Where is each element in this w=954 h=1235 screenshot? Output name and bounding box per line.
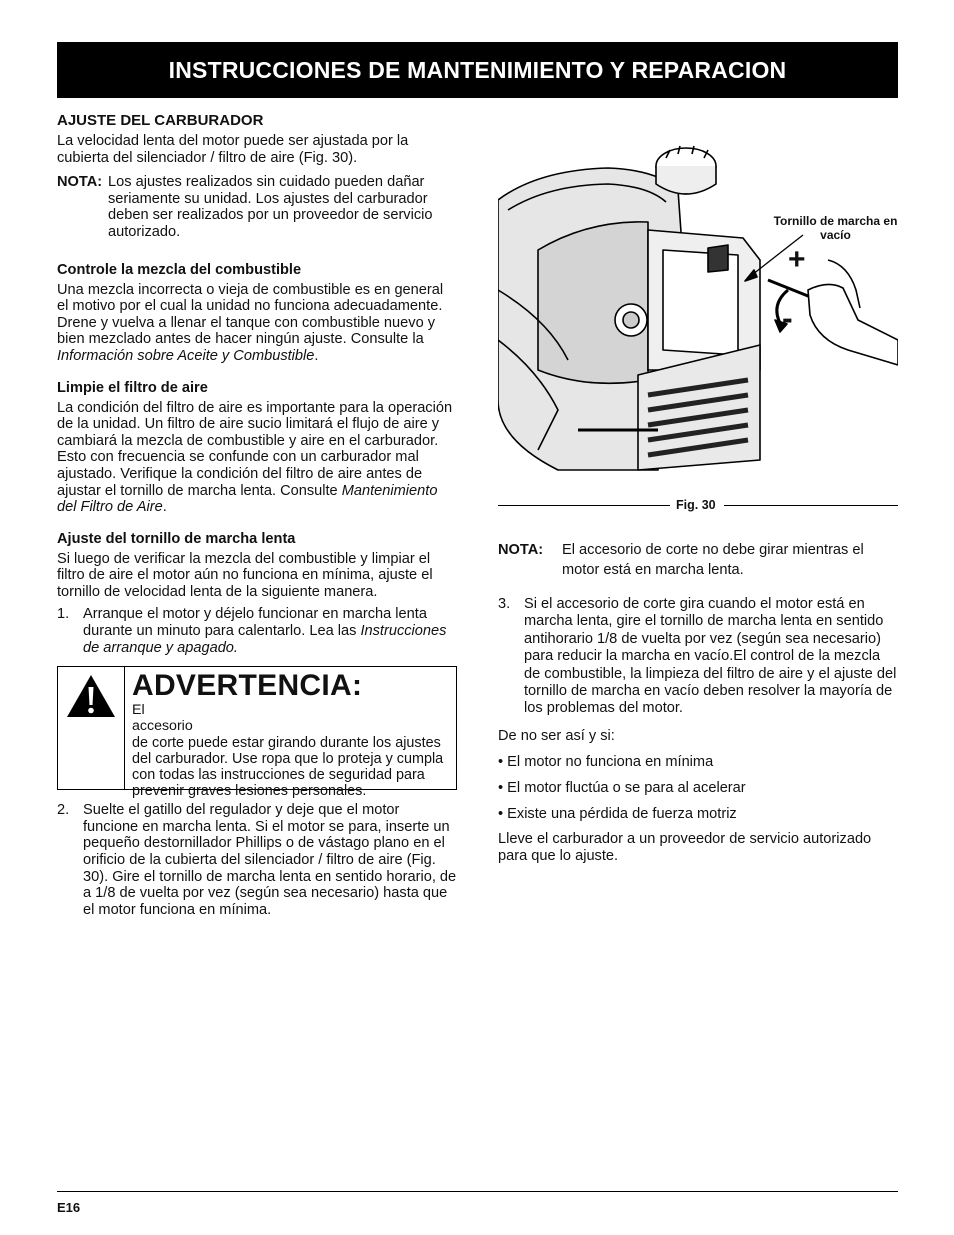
closing-paragraph: Lleve el carburador a un proveedor de servicio autorizado para que lo ajuste.: [498, 831, 872, 864]
page-title: INSTRUCCIONES DE MANTENIMIENTO Y REPARACION: [168, 56, 787, 83]
step-1-ref: Instrucciones de arranque y apagado.: [83, 623, 447, 656]
warning-text: de corte puede estar girando durante los ajustes del carburador. Use ropa que lo proteja y cumpla con todas las instrucciones de seguridad para prevenir graves lesiones personales.: [132, 734, 444, 800]
warning-text-cell: [125, 667, 456, 800]
footer-rule: [57, 1191, 898, 1192]
step-3-text: Si el accesorio de corte gira cuando el motor está en marcha lenta, gire el tornillo de marcha lenta en sentido antihorario 1/8 de vuelta por vez (según sea necesario) para reducir la marcha en vacío.El control de la mezcla de combustible, la limpieza del filtro de aire y el ajuste del tornillo de marcha en vacío deben resolver la mayoría de los problemas del motor.: [524, 596, 897, 717]
plus-sign: +: [788, 243, 806, 276]
step-3-number: 3.: [498, 596, 511, 612]
step-2-text: Suelte el gatillo del regulador y deje que el motor funcione en marcha lenta. Si el motor se para, inserte un pequeño destornillador Phillips o de vástago plano en el orificio de la cubierta del silenciador / filtro de aire (Fig. 30). Gire el tornillo de marcha lenta en sentido horario, de a 1/8 de vuelta por vez (según sea necesario) hasta que el motor funciona en mínima.: [83, 802, 457, 918]
mezcla-paragraph: Una mezcla incorrecta o vieja de combustible es en general el motivo por el cual la unidad no funciona adecuadamente. Drene y vuelva a llenar el tanque con combustible nuevo y bien mezclado antes de hacer ningún ajuste. Consulte la Información sobre Aceite y Combustible.: [57, 281, 444, 364]
step-2: [57, 802, 457, 918]
right-nota-label-text: NOTA:: [498, 542, 544, 558]
page-number: E16: [57, 1200, 81, 1215]
right-nota-label: [498, 540, 562, 580]
filtro-paragraph: La condición del filtro de aire es importante para la operación de la unidad. Un filtro de aire sucio limitará el flujo de aire y cambiará la mezcla de combustible y aire en el carburador. Esto con frecuencia se confunde con un carburador mal ajustado. Verifique la condición del filtro de aire antes de ajustar el tornillo de marcha lenta. Consulte Mantenimiento del Filtro de Aire.: [57, 399, 453, 516]
heading-tornillo: Ajuste del tornillo de marcha lenta: [57, 530, 296, 547]
step-1-text: Arranque el motor y déjelo funcionar en marcha lenta durante un minuto para calentarlo. Lea las: [83, 606, 427, 640]
filtro-ref: Mantenimiento del Filtro de Aire: [57, 482, 438, 516]
right-nota-block: [498, 540, 898, 580]
heading-filtro: Limpie el filtro de aire: [57, 379, 208, 396]
left-column: [57, 112, 457, 918]
step-1-number: 1.: [57, 606, 70, 623]
bullet-item: • El motor fluctúa o se para al acelerar: [498, 780, 746, 797]
bullet-item: • Existe una pérdida de fuerza motriz: [498, 805, 737, 822]
step-2-number: 2.: [57, 802, 70, 819]
figure-caption: Fig. 30: [676, 498, 716, 512]
warning-triangle-icon: [65, 673, 117, 719]
nota-block: [57, 174, 457, 240]
step-1-body: [83, 606, 457, 656]
minus-sign: -: [782, 300, 793, 336]
warning-icon-cell: [58, 667, 125, 789]
screw-callout: Tornillo de marcha en vacío: [773, 214, 898, 242]
caption-rule-right: [724, 505, 898, 506]
warning-box: [57, 666, 457, 800]
carburetor-illustration: [498, 140, 898, 475]
mezcla-text: Una mezcla incorrecta o vieja de combustible es en general el motivo por el cual la unidad no funciona adecuadamente. Drene y vuelva a llenar el tanque con combustible nuevo y bien mezclado antes de hacer ningún ajuste. Consulte la: [57, 281, 444, 348]
de-no-ser-asi: De no ser así y si:: [498, 727, 615, 744]
heading-mezcla: Controle la mezcla del combustible: [57, 261, 302, 278]
tornillo-paragraph: Si luego de verificar la mezcla del combustible y limpiar el filtro de aire el motor aún no funciona en mínima, ajuste el tornillo de velocidad lenta de la siguiente manera.: [57, 550, 433, 600]
step-1: [57, 606, 457, 656]
right-nota-text: El accesorio de corte no debe girar mientras el motor está en marcha lenta.: [562, 542, 864, 578]
warning-title: ADVERTENCIA:: [132, 669, 363, 703]
nota-label: NOTA:: [57, 174, 103, 191]
heading-ajuste: AJUSTE DEL CARBURADOR: [57, 112, 264, 129]
nota-text: Los ajustes realizados sin cuidado pueden dañar seriamente su unidad. Los ajustes del carburador deben ser realizados por un proveedor de servicio autorizado.: [108, 174, 433, 240]
section-banner: [57, 42, 898, 98]
step-3: [498, 596, 898, 718]
intro-paragraph: La velocidad lenta del motor puede ser ajustada por la cubierta del silenciador / filtro de aire (Fig. 30).: [57, 133, 409, 166]
figure-30: [498, 140, 898, 520]
mezcla-ref: Información sobre Aceite y Combustible: [57, 347, 315, 364]
caption-rule-left: [498, 505, 670, 506]
bullet-item: • El motor no funciona en mínima: [498, 754, 714, 771]
right-column: [498, 540, 898, 864]
filtro-text: La condición del filtro de aire es importante para la operación de la unidad. Un filtro de aire sucio limitará el flujo de aire y cambiará la mezcla de combustible y aire en el carburador. Esto con frecuencia se confunde con un carburador mal ajustado. Verifique la condición del filtro de aire antes de ajustar el tornillo de marcha lenta. Consulte: [57, 399, 453, 499]
warning-first-words: El accesorio: [132, 702, 193, 735]
